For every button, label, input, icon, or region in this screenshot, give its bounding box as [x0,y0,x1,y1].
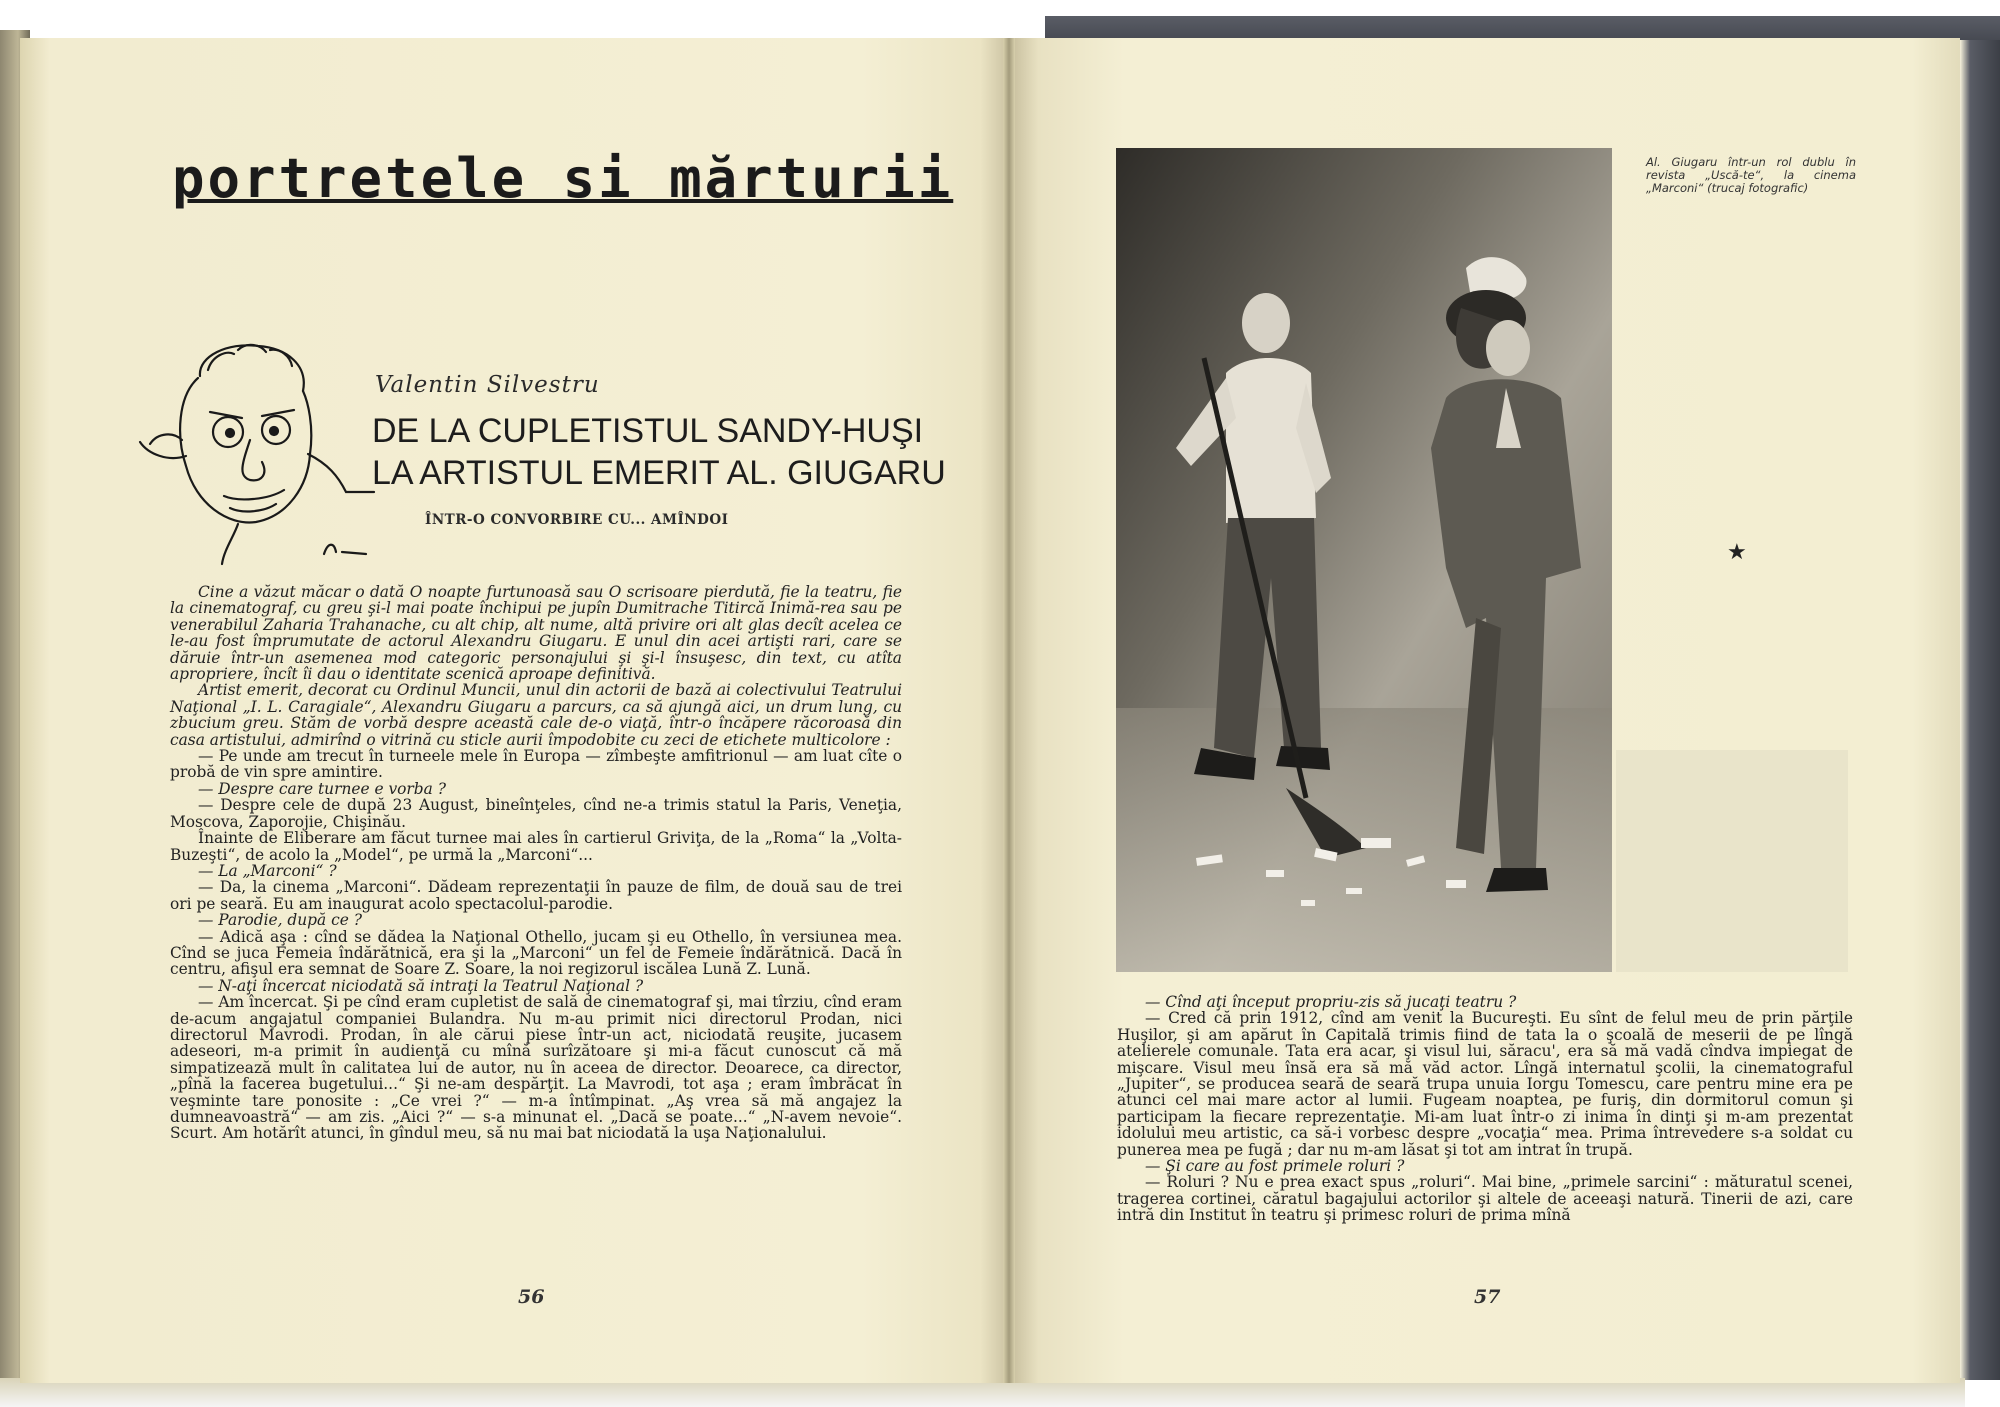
paragraph: — Adică aşa : cînd se dădea la Naţional Othello, jucam şi eu Othello, în versiunea mea. Cînd se juca Femeia îndărătnică, era şi la „Marconi“ un fel de Femeie îndărătnică. Dacă în centru, afişul era semnat de Soare Z. Soare, la noi regizorul iscălea Lună Z. Lună. [170,927,902,979]
paragraph: — Roluri ? Nu e prea exact spus „roluri“. Mai bine, „primele sarcini“ : măturatul scenei, tragerea cortinei, căratul bagajului actorilor şi altele de aceeaşi natură. Tinerii de azi, care intră din Institut în teatru şi primesc roluri de prima mînă [1117,1173,1853,1225]
paragraph: — N-aţi încercat niciodată să intraţi la Teatrul Naţional ? [198,976,644,995]
article-headline [372,410,946,494]
star-marker: ★ [1727,540,1747,565]
headline-line-2: LA ARTISTUL EMERIT AL. GIUGARU [372,454,946,492]
paragraph: — Cînd aţi început propriu-zis să jucaţi teatru ? [1145,993,1517,1011]
page-number-right: 57 [1474,1286,1501,1308]
article-subtitle: ÎNTR-O CONVORBIRE CU... AMÎNDOI [425,512,729,528]
author-name: Valentin Silvestru [375,372,600,398]
paragraph: — Şi care au fost primele roluri ? [1145,1157,1405,1176]
paragraph: — Pe unde am trecut în turneele mele în Europa — zîmbeşte amfitrionul — am luat cîte o probă de vin spre amintire. [170,747,902,782]
right-text-column [1117,994,1853,1224]
page-number-left: 56 [518,1286,545,1308]
paragraph: Cine a văzut măcar o dată O noapte furtunoasă sau O scrisoare pierdută, fie la teatru, fie la cinematograf, cu greu şi-l mai poate închipui pe jupîn Dumitrache Titircă Inimă-rea sau pe venerabilul Zaharia Trahanache, cu alt chip, alt nume, altă privire ori alt glas decît acelea ce le-au fost împrumutate de actorul Alexandru Giugaru. E unul din acei artişti rari, care se dăruie într-un asemenea mod categoric personajului şi şi-l însuşesc, din text, cu atîta apropriere, încît îi dau o identitate scenică aproape definitivă. [170,583,902,684]
photo-caption: Al. Giugaru într-un rol dublu în revista „Uscă-te“, la cinema „Marconi“ (trucaj fotografic) [1646,155,1856,195]
photo-margin-panel [1616,750,1848,972]
left-text-column [170,584,902,1142]
paragraph: — Despre care turnee e vorba ? [198,779,446,798]
headline-line-1: DE LA CUPLETISTUL SANDY-HUŞI [372,412,924,450]
paragraph: Artist emerit, decorat cu Ordinul Muncii, unul din actorii de bază ai colectivului Teatrului Naţional „I. L. Caragiale“, Alexandru Giugaru a parcurs, ca să ajungă aici, un drum lung, cu zbucium greu. Stăm de vorbă despre această cale de-o viaţă, într-o încăpere răcoroasă din casa artistului, admirînd o vitrină cu sticle aurii împodobite cu zeci de etichete multicolore : [170,681,902,749]
paragraph: — Despre cele de după 23 August, bineînţeles, cînd ne-a trimis statul la Paris, Veneţia, Moscova, Zaporojie, Chişinău. [170,796,902,831]
book-gutter [1003,38,1015,1383]
paragraph: — La „Marconi“ ? [198,861,337,880]
paragraph: — Da, la cinema „Marconi“. Dădeam reprezentaţii în pauze de film, de două sau de trei ori pe seară. Eu am inaugurat acolo spectacolul-parodie. [170,878,902,913]
paragraph: Înainte de Eliberare am făcut turnee mai ales în cartierul Griviţa, de la „Roma“ la „Volta-Buzeşti“, de acolo la „Model“, pe urmă la „Marconi“... [170,829,902,864]
paragraph: — Parodie, după ce ? [198,911,362,930]
book-cover-right [1960,40,2000,1380]
paragraph: — Cred că prin 1912, cînd am venit la Bucureşti. Eu sînt de felul meu de prin părţile Huşilor, şi am apărut în Capitală trimis fiind de tata la o şcoală de meserii de pe lîngă atelierele comunale. Tata era acar, şi visul lui, săracu', era să mă vadă cîndva impiegat de mişcare. Visul meu însă era să mă văd actor. Lîngă internatul şcolii, la cinematograful „Jupiter“, se producea seară de seară trupa unuia Iorgu Tomescu, care pentru mine era pe atunci cel mai mare actor al lumii. Fugeam noaptea, pe furiş, din dormitorul comun şi participam la fiecare reprezentaţie. Mi-am luat într-o zi inima în dinţi şi m-am prezentat idolului meu artistic, ca să-i vorbesc despre „vocaţia“ mea. Prima întrevedere s-a soldat cu punerea mea pe fugă ; dar nu m-am lăsat şi tot am intrat în trupă. [1117,1009,1853,1159]
section-title: portretele si mărturii [172,147,954,210]
paragraph: — Am încercat. Şi pe cînd eram cupletist de sală de cinematograf şi, mai tîrziu, cînd eram de-acum angajatul companiei Bulandra. Nu m-au primit nici directorul Prodan, nici directorul Mavrodi. Prodan, în ale cărui piese într-un act, niciodată reuşite, jucasem adeseori, m-a primit în audienţă cu mînă surîzătoare şi mi-a făcut cunoscut că mă simpatizează mult în calitatea lui de autor, nu în aceea de director. Deoarece, ca director, „pînă la facerea bugetului...“ Şi ne-am despărţit. La Mavrodi, tot aşa ; eram îmbrăcat în veşminte tare ponosite : „Ce vrei ?“ — m-a întîmpinat. „Aş vrea să mă angajez la dumneavoastră“ — am zis. „Aici ?“ — s-a minunat el. „Dacă se poate...“ „N-avem nevoie“. Scurt. Am hotărît atunci, în gîndul meu, să nu mai bat niciodată la uşa Naţionalului. [170,993,902,1143]
stage-photograph [1116,148,1612,972]
caricature-drawing [138,336,378,572]
